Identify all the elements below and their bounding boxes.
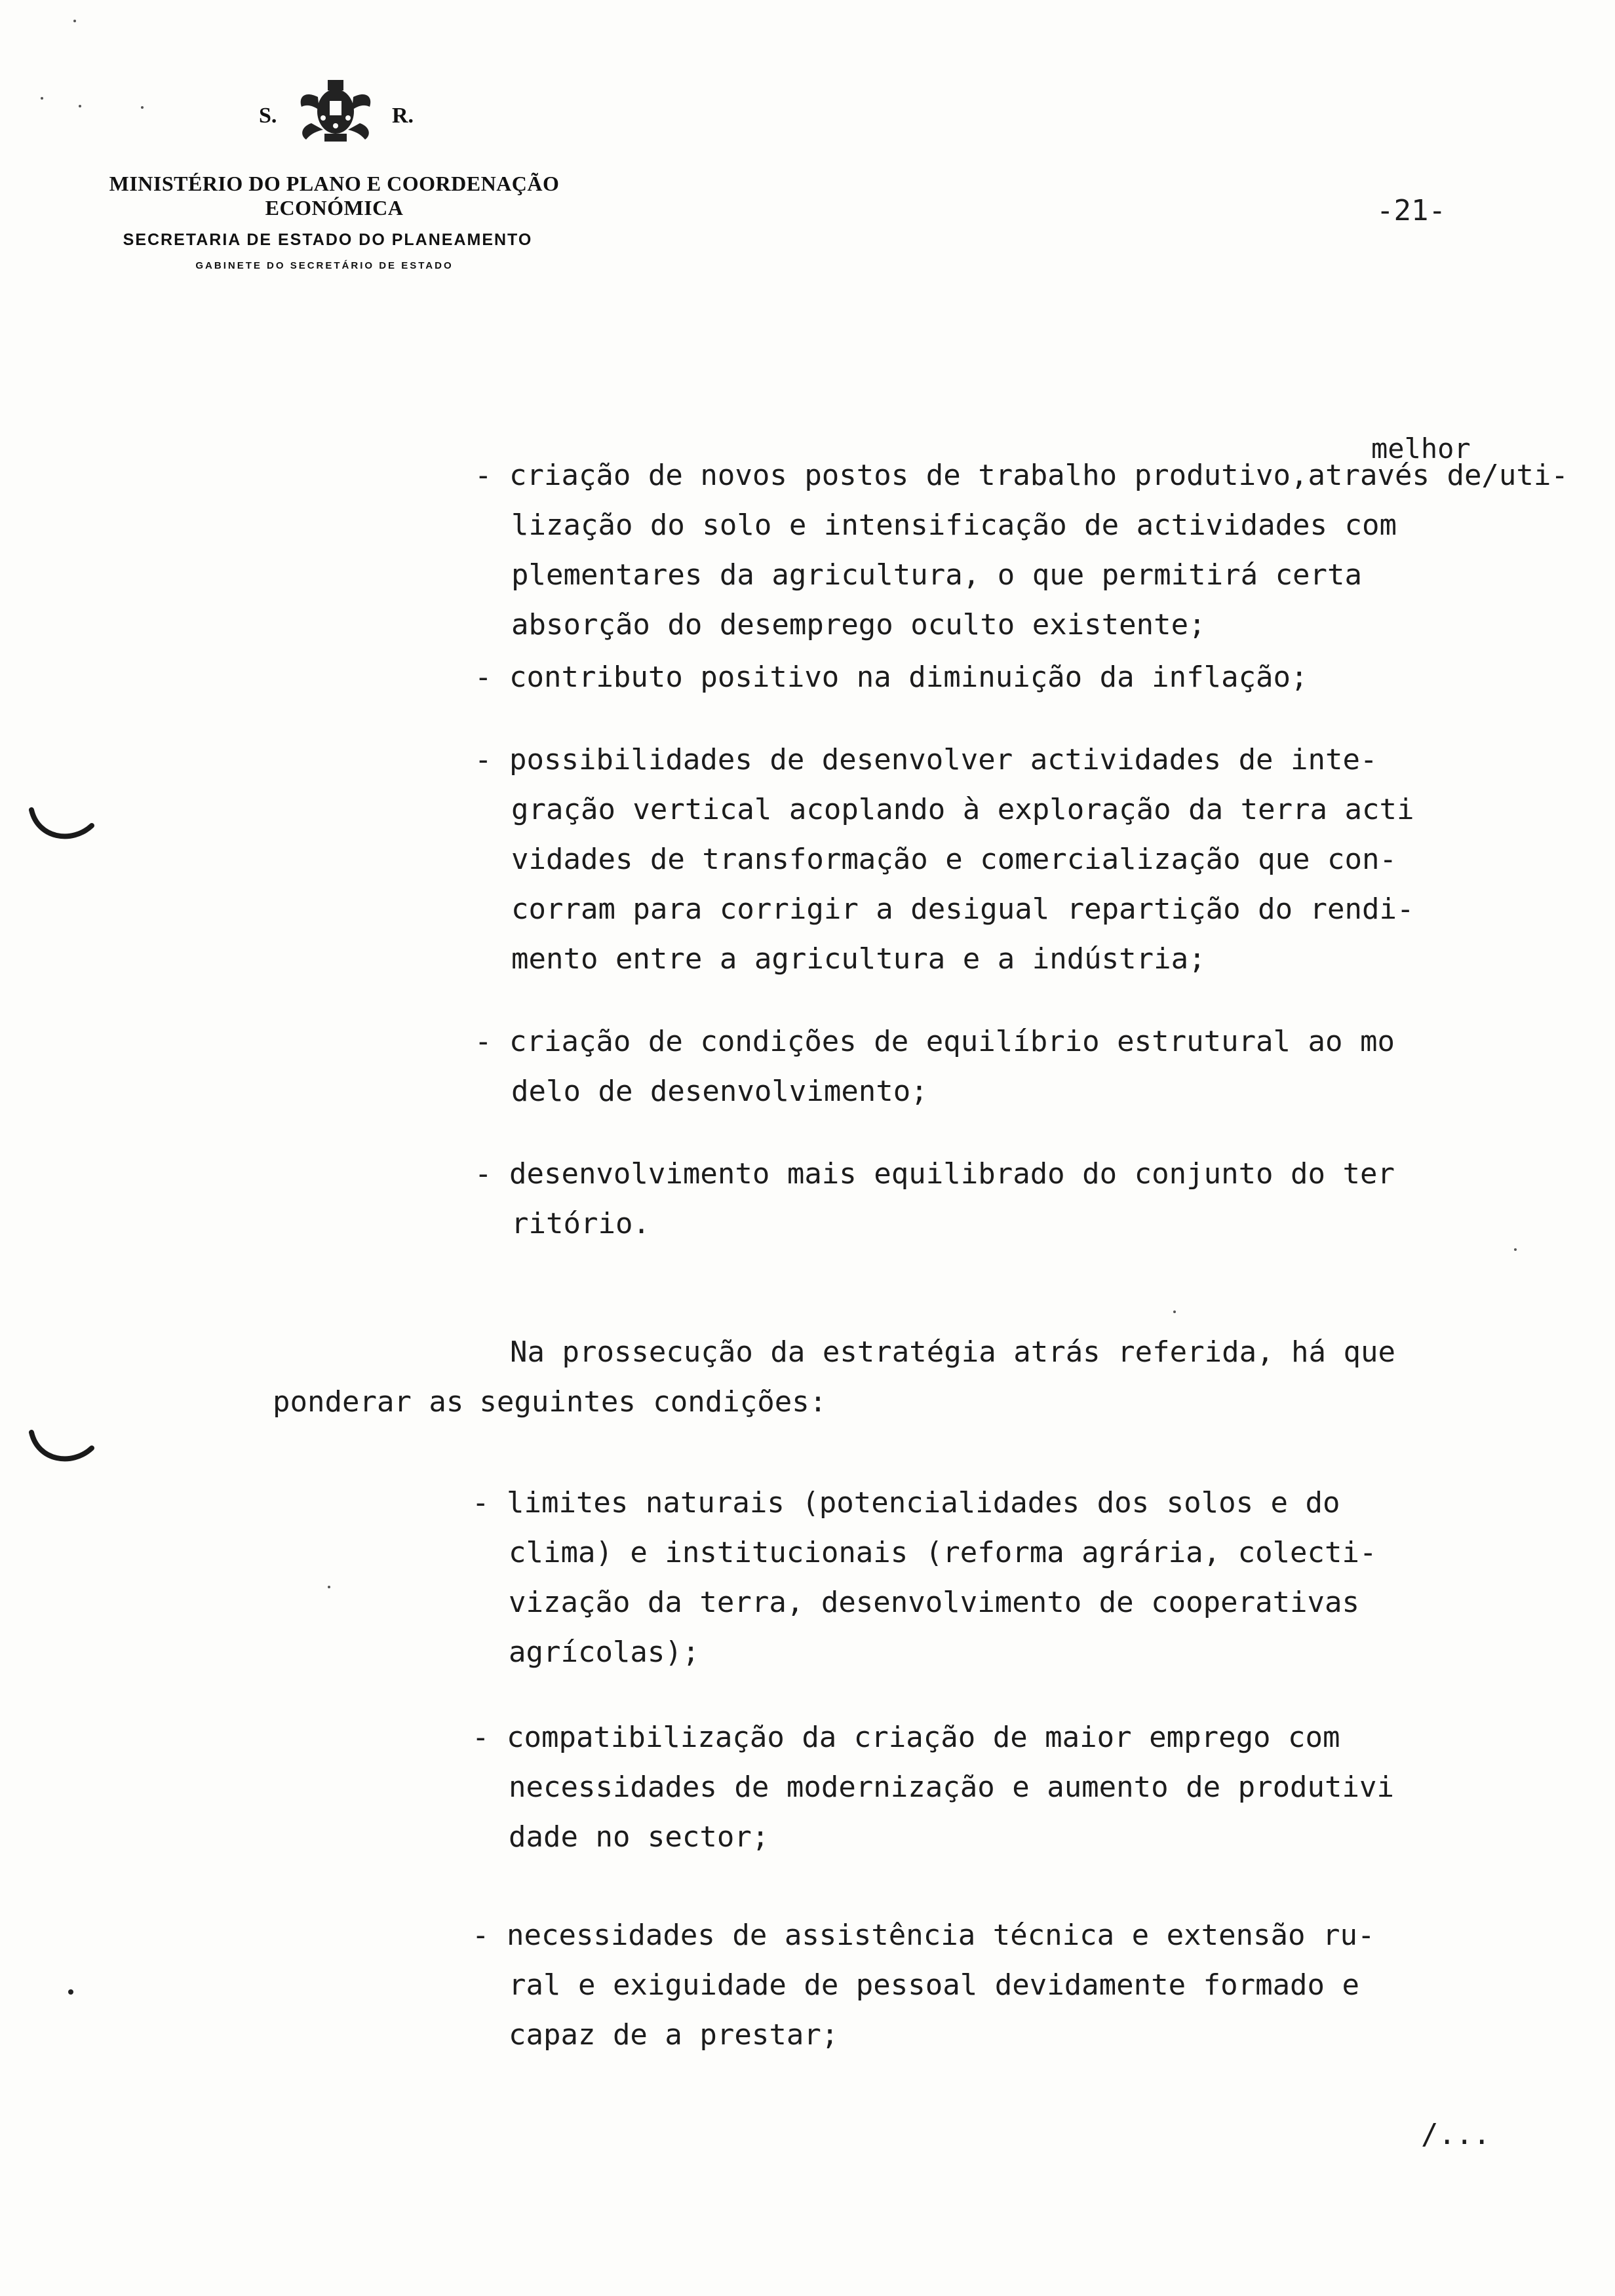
list-item [475,1017,1568,1149]
list-item [475,451,1568,653]
gabinete-name: GABINETE DO SECRETÁRIO DE ESTADO [195,260,454,271]
initial-left: S. [259,104,277,128]
list-item-line: dade no sector; [509,1820,769,1854]
strategy-paragraph [273,1328,1395,1427]
list-item-line: necessidades de modernização e aumento de produtivi [509,1770,1395,1804]
coat-of-arms-icon [292,77,380,149]
scan-speck [328,1586,330,1588]
list-item-line: lização do solo e intensificação de actividades com [511,508,1397,542]
paragraph-line-right: seguintes condições: [479,1385,827,1419]
continuation-mark: /... [1421,2118,1490,2151]
scan-speck [1514,1248,1517,1251]
list-item-line: vização da terra, desenvolvimento de cooperativas [509,1586,1360,1619]
list-item-line: - compatibilização da criação de maior emprego com [472,1721,1340,1754]
list-item-line: gração vertical acoplando à exploração da terra acti [511,793,1414,826]
scan-speck [79,105,81,107]
list-item-line: - criação de novos postos de trabalho produtivo,através de/uti- [475,459,1568,492]
letterhead-initials [39,77,629,149]
list-item [475,735,1568,1017]
conditions-list-benefits [475,451,1568,1249]
list-item-line: - possibilidades de desenvolver actividades de inte- [475,743,1378,776]
list-item [475,1149,1568,1249]
list-item-line: - contributo positivo na diminuição da inflação; [475,660,1308,694]
list-item [472,1713,1395,1911]
ministry-name: MINISTÉRIO DO PLANO E COORDENAÇÃO ECONÓMICA [109,172,560,220]
list-item-line: vidades de transformação e comercialização que con- [511,843,1397,876]
list-item [472,1911,1394,2060]
list-item-line: - limites naturais (potencialidades dos solos e do [472,1486,1340,1520]
list-item-line: - desenvolvimento mais equilibrado do conjunto do ter [475,1157,1395,1191]
paragraph-line: Na prossecução da estratégia atrás referida, há que [510,1335,1396,1369]
list-item-line: corram para corrigir a desigual repartição do rendi- [511,892,1414,926]
scan-speck [68,1989,73,1995]
page-number: -21- [1376,194,1446,227]
insertion-annotation: melhor [1371,432,1471,465]
scan-speck [73,20,76,22]
list-item-line: delo de desenvolvimento; [511,1075,928,1108]
list-item [475,653,1568,735]
list-item-line: plementares da agricultura, o que permitirá certa [511,558,1363,592]
secretaria-name: SECRETARIA DE ESTADO DO PLANEAMENTO [123,231,533,249]
binder-hole-mark-icon [26,806,98,852]
letterhead [39,77,629,271]
list-item-line: mento entre a agricultura e a indústria; [511,942,1206,976]
binder-hole-mark-icon [26,1428,98,1474]
list-item-line: agrícolas); [509,1636,700,1669]
list-item-line: ritório. [511,1207,650,1240]
list-item-line: capaz de a prestar; [509,2018,839,2052]
list-item [472,1478,1394,1713]
scan-speck [1173,1311,1176,1313]
scan-speck [41,97,43,100]
scan-speck [141,106,144,109]
conditions-list-constraints [472,1478,1395,2060]
list-item-line: - criação de condições de equilíbrio estrutural ao mo [475,1025,1395,1058]
initial-right: R. [392,104,414,128]
list-item-line: ral e exiguidade de pessoal devidamente formado e [509,1968,1360,2002]
list-item-line: absorção do desemprego oculto existente; [511,608,1206,641]
list-item-line: clima) e institucionais (reforma agrária, colecti- [509,1536,1377,1569]
list-item-line: - necessidades de assistência técnica e extensão ru- [472,1919,1375,1952]
paragraph-line [273,1377,1395,1427]
paragraph-line-left: ponderar as [273,1385,464,1419]
